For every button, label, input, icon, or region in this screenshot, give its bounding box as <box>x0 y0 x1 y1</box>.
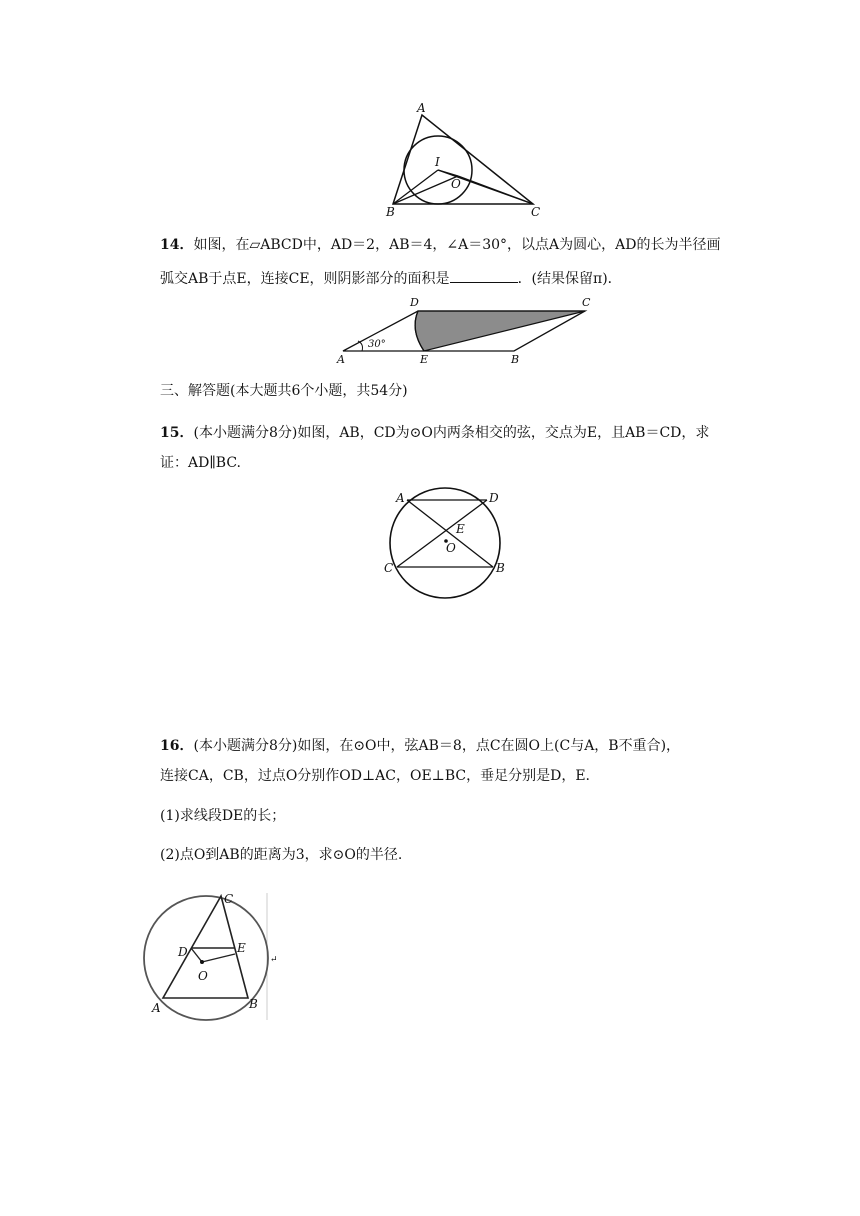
label-d: D <box>489 491 499 505</box>
label-a: A <box>417 101 426 115</box>
q15-number: 15． <box>160 425 194 441</box>
label-c: C <box>224 892 234 906</box>
q14-text-2b: ．(结果保留π)． <box>517 271 622 287</box>
center-dot <box>200 960 204 964</box>
q16-line2: 连接CA，CB，过点O分别作OD⊥AC，OE⊥BC，垂足分别是D，E. <box>160 768 591 784</box>
label-o: O <box>198 969 208 983</box>
label-o: O <box>451 177 461 191</box>
q16-part1: (1)求线段DE的长； <box>160 808 286 824</box>
label-a: A <box>152 1001 161 1015</box>
q14-text-2a: 弧交AB于点E，连接CE，则阴影部分的面积是 <box>160 271 450 287</box>
label-c: C <box>384 561 394 575</box>
label-e: E <box>420 353 429 366</box>
q16-part2: (2)点O到AB的距离为3，求⊙O的半径. <box>160 847 403 863</box>
label-b: B <box>386 205 395 219</box>
label-d: D <box>410 296 419 309</box>
label-e: E <box>456 522 465 536</box>
segment-od <box>191 948 202 962</box>
segment-oe <box>202 954 235 962</box>
label-d: D <box>178 945 188 959</box>
q15-text-1: (本小题满分8分)如图，AB，CD为⊙O内两条相交的弦，交点为E，且AB＝CD，求 <box>193 425 710 441</box>
paragraph-mark: ↵ <box>270 955 278 965</box>
label-b: B <box>496 561 505 575</box>
label-c: C <box>531 205 541 219</box>
label-o: O <box>446 541 456 555</box>
q15-line2: 证：AD∥BC. <box>160 455 242 471</box>
angle-label: 30° <box>368 339 386 350</box>
label-a: A <box>337 353 345 366</box>
label-e: E <box>237 941 246 955</box>
section-heading: 三、解答题(本大题共6个小题，共54分) <box>160 383 408 399</box>
q16-text-1: (本小题满分8分)如图，在⊙O中，弦AB＝8，点C在圆O上(C与A，B不重合)， <box>193 738 681 754</box>
label-b: B <box>511 353 520 366</box>
label-i: I <box>435 155 440 169</box>
label-b: B <box>249 997 258 1011</box>
q14-text-1: 如图，在▱ABCD中，AD＝2，AB＝4，∠A＝30°，以点A为圆心，AD的长为半径画 <box>193 237 721 253</box>
q16-number: 16． <box>160 738 194 754</box>
label-c: C <box>582 296 591 309</box>
label-a: A <box>396 491 405 505</box>
q14-number: 14． <box>160 237 194 253</box>
